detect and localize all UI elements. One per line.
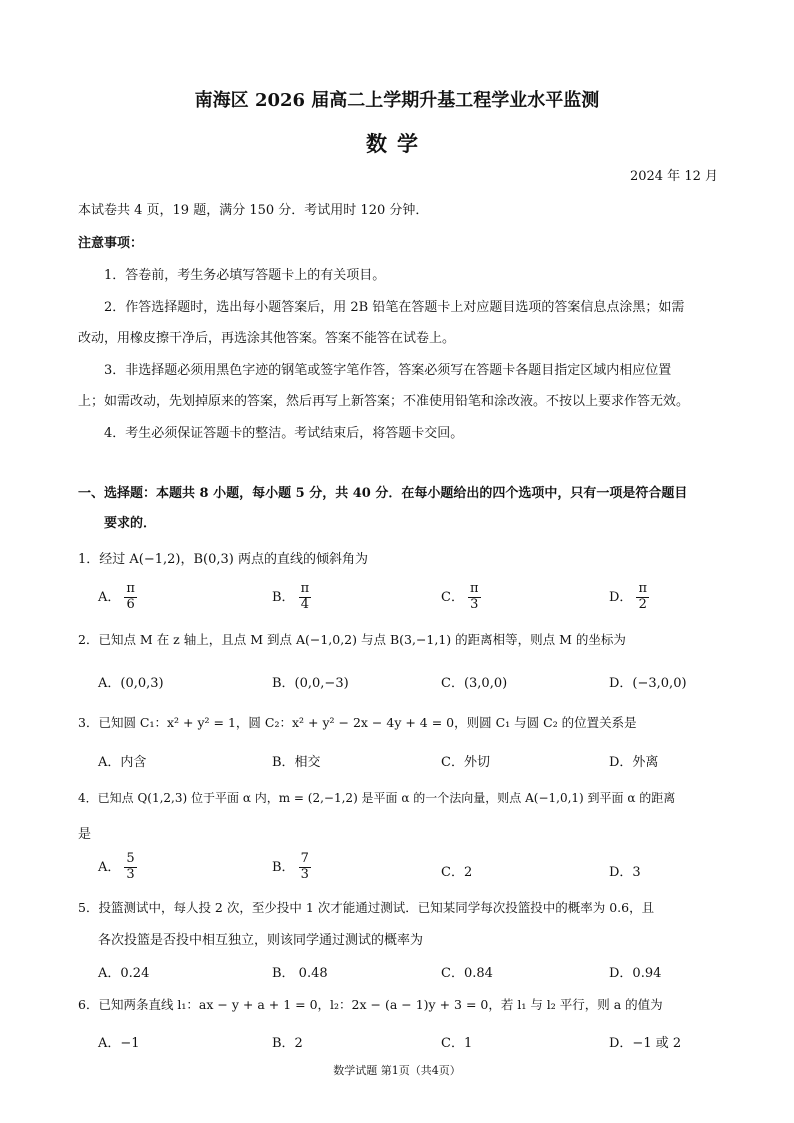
q2-option-c: C．(3,0,0) (441, 676, 508, 691)
q5-option-c: C．0.84 (441, 966, 493, 981)
question-6: 6．已知两条直线 l₁：ax − y + a + 1 = 0，l₂：2x − (a − 1)y + 3 = 0，若 l₁ 与 l₂ 平行，则 a 的值为 (78, 997, 663, 1012)
q5-option-b: B． 0.48 (272, 966, 328, 981)
q4-option-d: D．3 (609, 865, 641, 880)
q2-option-a: A．(0,0,3) (98, 676, 164, 691)
note-4: 4．考生必须保证答题卡的整洁。考试结束后，将答题卡交回。 (104, 426, 464, 441)
section-heading-cont: 要求的． (104, 516, 157, 531)
q3-option-c: C．外切 (441, 755, 490, 770)
q4-option-c: C．2 (441, 865, 473, 880)
note-2-line-1: 2．作答选择题时，选出每小题答案后，用 2B 铅笔在答题卡上对应题目选项的答案信息点涂黑；如需 (104, 300, 685, 315)
q6-option-c: C．1 (441, 1036, 473, 1051)
notes-heading: 注意事项： (78, 236, 144, 251)
note-3-line-1: 3．非选择题必须用黑色字迹的钢笔或签字笔作答，答案必须写在答题卡各题目指定区域内相应位置 (104, 363, 672, 378)
question-4: 4．已知点 Q(1,2,3) 位于平面 α 内，m = (2,−1,2) 是平面 α 的一个法向量，则点 A(−1,0,1) 到平面 α 的距离 (78, 791, 676, 805)
question-5: 5．投篮测试中，每人投 2 次，至少投中 1 次才能通过测试．已知某同学每次投篮投中的概率为 0.6，且 (78, 900, 655, 915)
exam-date: 2024 年 12 月 (629, 169, 718, 184)
q2-option-b: B．(0,0,−3) (272, 676, 349, 691)
question-4-cont: 是 (78, 827, 92, 842)
q4-option-a: A． $\frac{5}{3}$ (98, 851, 135, 882)
q4-option-b: B． $\frac{7}{3}$ (272, 851, 309, 882)
q1-option-c: C． $\frac{\pi}{3}$ (441, 581, 479, 612)
q3-option-a: A．内含 (98, 755, 147, 770)
q6-option-d: D．−1 或 2 (609, 1036, 682, 1051)
section-heading: 一、选择题：本题共 8 小题，每小题 5 分，共 40 分．在每小题给出的四个选项中，只有一项是符合题目 (78, 486, 688, 501)
q3-option-d: D．外离 (609, 755, 659, 770)
exam-intro: 本试卷共 4 页，19 题，满分 150 分．考试用时 120 分钟． (78, 203, 429, 218)
question-3: 3．已知圆 C₁：x² + y² = 1，圆 C₂：x² + y² − 2x − 4y + 4 = 0，则圆 C₁ 与圆 C₂ 的位置关系是 (78, 715, 637, 730)
subject-title: 数学 (366, 131, 428, 156)
q5-option-a: A．0.24 (98, 966, 150, 981)
question-5-cont: 各次投篮是否投中相互独立，则该同学通过测试的概率为 (98, 933, 424, 948)
page-title: 南海区 2026 届高二上学期升基工程学业水平监测 (194, 90, 600, 111)
q2-option-d: D．(−3,0,0) (609, 676, 687, 691)
question-1: 1．经过 A(−1,2)，B(0,3) 两点的直线的倾斜角为 (78, 552, 369, 567)
note-2-line-2: 改动，用橡皮擦干净后，再选涂其他答案。答案不能答在试卷上。 (78, 331, 456, 346)
q6-option-b: B．2 (272, 1036, 303, 1051)
note-1: 1．答卷前，考生务必填写答题卡上的有关项目。 (104, 268, 386, 283)
q3-option-b: B．相交 (272, 755, 321, 770)
q5-option-d: D．0.94 (609, 966, 662, 981)
q1-option-a: A． $\frac{\pi}{6}$ (98, 581, 135, 612)
note-3-line-2: 上；如需改动，先划掉原来的答案，然后再写上新答案；不准使用铅笔和涂改液。不按以上要求作答无效。 (78, 394, 690, 409)
q1-option-b: B． $\frac{\pi}{4}$ (272, 581, 310, 612)
q6-option-a: A．−1 (98, 1036, 140, 1051)
question-2: 2．已知点 M 在 z 轴上，且点 M 到点 A(−1,0,2) 与点 B(3,−1,1) 的距离相等，则点 M 的坐标为 (78, 632, 626, 647)
page-footer: 数学试题 第1页（共4页） (333, 1064, 461, 1077)
q1-option-d: D． $\frac{\pi}{2}$ (609, 581, 647, 612)
